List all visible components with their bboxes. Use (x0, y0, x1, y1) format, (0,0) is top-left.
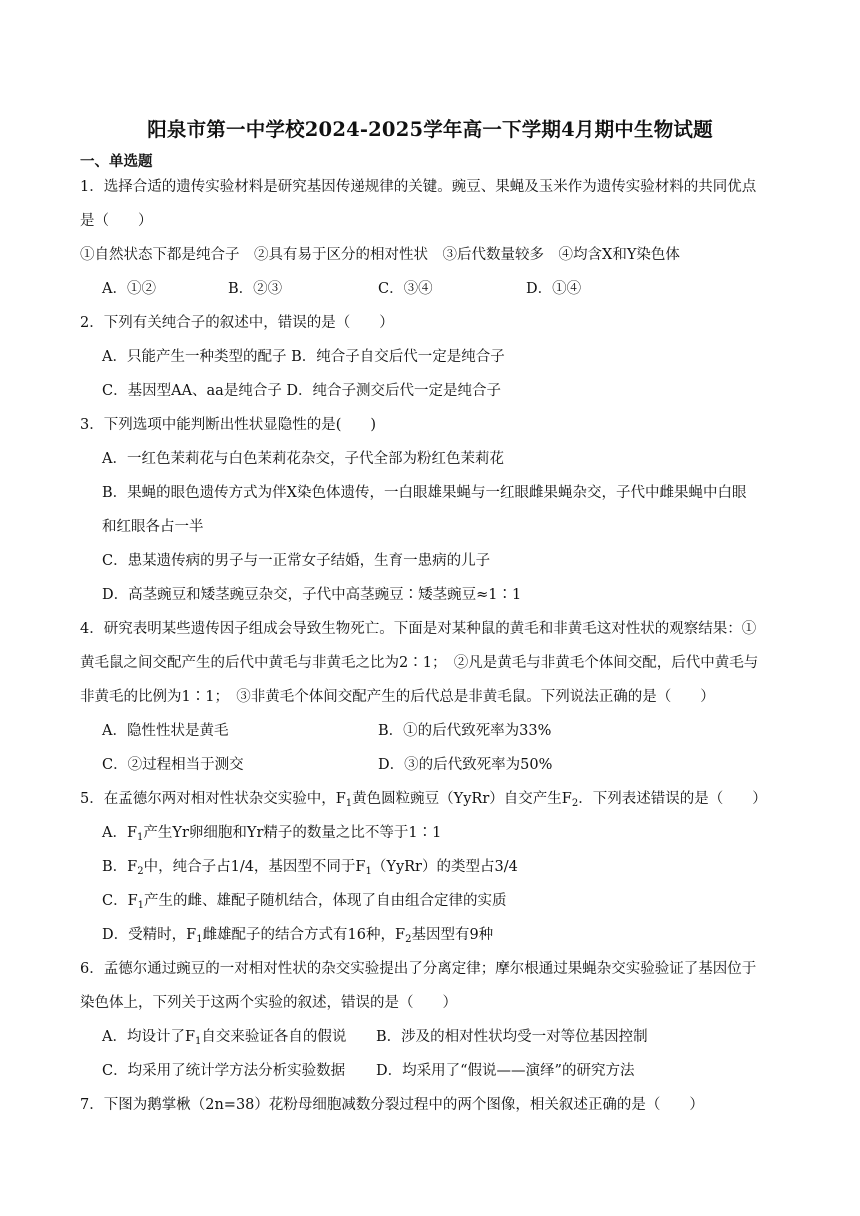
q4-stem-line-3: 非黄毛的比例为1∶1； ③非黄毛个体间交配产生的后代总是非黄毛鼠。下列说法正确的是（ ） (80, 689, 715, 705)
q1-option-d[interactable]: D．①④ (526, 281, 582, 297)
q4-option-d[interactable]: D．③的后代致死率为50% (378, 757, 553, 773)
q5-b-text-3: （YyRr）的类型占3/4 (371, 859, 518, 875)
q4-options-ab (80, 714, 788, 748)
q1-items: ①自然状态下都是纯合子 ②具有易于区分的相对性状 ③后代数量较多 ④均含X和Y染色体 (80, 247, 680, 263)
q5-a-text-1: A．F (102, 825, 138, 841)
q4-option-c[interactable]: C．②过程相当于测交 (102, 757, 244, 773)
question-3 (80, 408, 788, 612)
question-6 (80, 952, 788, 1088)
subscript-2: 2 (137, 866, 144, 877)
exam-title: 阳泉市第一中学校2024-2025学年高一下学期4月期中生物试题 (147, 118, 713, 141)
subscript-2: 2 (571, 798, 579, 809)
q5-d-text-2: 雌雄配子的结合方式有16种，F (202, 927, 406, 943)
q1-option-a[interactable]: A．①② (102, 281, 156, 297)
q5-stem-text-2: 黄色圆粒豌豆（YyRr）自交产生F (352, 791, 572, 807)
q6-stem-line-1: 6．孟德尔通过豌豆的一对相对性状的杂交实验提出了分离定律；摩尔根通过果蝇杂交实验验证了基因位于 (80, 961, 757, 977)
subscript-1: 1 (195, 1036, 202, 1047)
q4-stem-line-2: 黄毛鼠之间交配产生的后代中黄毛与非黄毛之比为2∶1； ②凡是黄毛与非黄毛个体间交配，后代中黄毛与 (80, 655, 759, 671)
subscript-1: 1 (196, 934, 203, 945)
q6-option-d[interactable]: D．均采用了“假说——演绎”的研究方法 (376, 1063, 635, 1079)
q5-stem (80, 782, 788, 816)
subscript-1: 1 (137, 900, 145, 911)
q4-options-cd (80, 748, 788, 782)
q5-b-text-1: B．F (102, 859, 138, 875)
subscript-1: 1 (137, 832, 144, 843)
q6-option-c[interactable]: C．均采用了统计学方法分析实验数据 (102, 1063, 346, 1079)
q4-option-b[interactable]: B．①的后代致死率为33% (378, 723, 552, 739)
q5-option-d[interactable] (80, 918, 788, 952)
q6-stem-line-2: 染色体上，下列关于这两个实验的叙述，错误的是（ ） (80, 995, 457, 1011)
question-2 (80, 306, 788, 408)
q3-option-b-line-2[interactable]: 和红眼各占一半 (102, 519, 204, 535)
q3-option-c[interactable]: C．患某遗传病的男子与一正常女子结婚，生育一患病的儿子 (102, 553, 491, 569)
q6-options-cd (80, 1054, 788, 1088)
q3-option-b-line-1[interactable]: B．果蝇的眼色遗传方式为伴X染色体遗传，一白眼雄果蝇与一红眼雌果蝇杂交，子代中雌果蝇中白眼 (102, 485, 747, 501)
q1-stem-line-1: 1．选择合适的遗传实验材料是研究基因传递规律的关键。豌豆、果蝇及玉米作为遗传实验材料的共同优点 (80, 179, 757, 195)
q3-option-d[interactable]: D．高茎豌豆和矮茎豌豆杂交，子代中高茎豌豆∶矮茎豌豆≈1∶1 (102, 587, 522, 603)
q5-b-text-2: 中，纯合子占1/4，基因型不同于F (143, 859, 366, 875)
q1-options (80, 272, 788, 306)
q5-d-text-3: 基因型有9种 (411, 927, 494, 943)
q3-option-a[interactable]: A．一红色茉莉花与白色茉莉花杂交，子代全部为粉红色茉莉花 (102, 451, 504, 467)
section-heading: 一、单选题 (80, 153, 153, 170)
q2-options-ab[interactable]: A．只能产生一种类型的配子 B．纯合子自交后代一定是纯合子 (102, 349, 505, 365)
q6-a-text-1: A．均设计了F (102, 1029, 196, 1045)
question-4 (80, 612, 788, 782)
q7-stem: 7．下图为鹅掌楸（2n=38）花粉母细胞减数分裂过程中的两个图像，相关叙述正确的是（ ） (80, 1097, 704, 1113)
q4-stem-line-1: 4．研究表明某些遗传因子组成会导致生物死亡。下面是对某种鼠的黄毛和非黄毛这对性状的观察结果：① (80, 621, 757, 637)
q5-option-c[interactable] (80, 884, 788, 918)
q5-stem-text-3: ．下列表述错误的是（ ） (578, 791, 767, 807)
q1-stem-line-2: 是（ ） (80, 213, 153, 229)
q2-stem: 2．下列有关纯合子的叙述中，错误的是（ ） (80, 315, 394, 331)
question-7 (80, 1088, 788, 1122)
subscript-2: 2 (405, 934, 412, 945)
q3-stem: 3．下列选项中能判断出性状显隐性的是( ) (80, 417, 377, 433)
q5-option-b[interactable] (80, 850, 788, 884)
q4-option-a[interactable]: A．隐性性状是黄毛 (102, 723, 229, 739)
q6-options-ab (80, 1020, 788, 1054)
q1-option-b[interactable]: B．②③ (228, 281, 283, 297)
q5-option-a[interactable] (80, 816, 788, 850)
q5-c-text-1: C．F (102, 893, 138, 909)
question-5 (80, 782, 788, 952)
q5-d-text-1: D．受精时，F (102, 927, 197, 943)
subscript-1: 1 (345, 798, 353, 809)
q6-option-b[interactable]: B．涉及的相对性状均受一对等位基因控制 (376, 1029, 648, 1045)
q5-c-text-2: 产生的雌、雄配子随机结合，体现了自由组合定律的实质 (144, 893, 507, 909)
q6-a-text-2: 自交来验证各自的假说 (201, 1029, 347, 1045)
subscript-1: 1 (365, 866, 372, 877)
q1-option-c[interactable]: C．③④ (378, 281, 433, 297)
q5-stem-text-1: 5．在孟德尔两对相对性状杂交实验中，F (80, 791, 346, 807)
q2-options-cd[interactable]: C．基因型AA、aa是纯合子 D．纯合子测交后代一定是纯合子 (102, 383, 502, 399)
question-1 (80, 170, 788, 306)
q5-a-text-2: 产生Yr卵细胞和Yr精子的数量之比不等于1∶1 (143, 825, 442, 841)
